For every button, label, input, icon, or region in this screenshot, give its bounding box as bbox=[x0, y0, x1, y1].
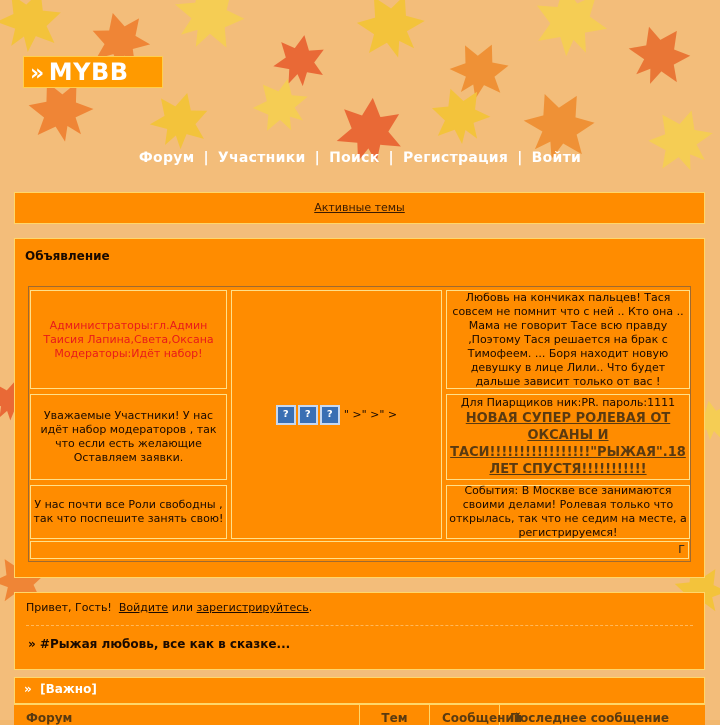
guest-welcome bbox=[26, 601, 312, 614]
column-topics: Тем bbox=[360, 705, 430, 725]
icons-cell bbox=[231, 290, 442, 539]
nav-register-link[interactable]: Регистрация bbox=[402, 150, 509, 166]
logo-text: MYBB bbox=[48, 58, 129, 86]
nav-separator: | bbox=[388, 150, 394, 166]
new-roleplay-link[interactable]: НОВАЯ СУПЕР РОЛЕВАЯ ОТ ОКСАНЫ И ТАСИ!!!!!!!!!!!!!!!!!"РЫЖАЯ".18 ЛЕТ СПУСТЯ!!!!!!!!!!! bbox=[450, 411, 686, 477]
guest-or: или bbox=[171, 601, 194, 614]
double-chevron-icon: » bbox=[30, 61, 45, 86]
announcement-bottom-strip bbox=[30, 541, 689, 559]
announcement-table bbox=[28, 286, 691, 562]
nav-separator: | bbox=[314, 150, 321, 166]
icons-suffix-text: " >" >" > bbox=[343, 407, 398, 421]
guest-dot: . bbox=[308, 601, 313, 614]
broken-image-icon[interactable]: ? bbox=[320, 405, 340, 425]
story-text: Любовь на кончиках пальцев! Тася совсем не помнит что с ней .. Кто она .. Мама не говорит Тасе всю правду ,Поэтому Тася решается на брак с Тимофеем. ... Боря находит новую девушку в лице Лили.. Что будет дальше зависит только от вас ! bbox=[452, 290, 684, 388]
nav-members-link[interactable]: Участники bbox=[217, 150, 306, 166]
recruit-text: Уважаемые Участники! У нас идёт набор модераторов , так что если есть желающие Оставляем заявки. bbox=[40, 409, 217, 464]
column-posts: Сообщений bbox=[430, 705, 500, 725]
nav-login-link[interactable]: Войти bbox=[531, 150, 582, 166]
nav-separator: | bbox=[203, 150, 209, 166]
pr-cell bbox=[446, 394, 690, 480]
nav-forum-link[interactable]: Форум bbox=[138, 150, 195, 166]
main-navigation bbox=[0, 150, 720, 166]
login-link[interactable]: Войдите bbox=[118, 601, 169, 614]
forum-columns-header bbox=[14, 704, 705, 725]
admins-text: Администраторы:гл.Админ Таисия Лапина,Света,Оксана Модераторы:Идёт набор! bbox=[43, 318, 214, 360]
roles-text: У нас почти все Роли свободны , так что поспешите занять свою! bbox=[33, 498, 224, 525]
guest-panel bbox=[14, 592, 705, 670]
category-header bbox=[14, 677, 705, 704]
active-topics-bar bbox=[14, 192, 705, 224]
roles-cell bbox=[30, 485, 227, 539]
announcement-panel bbox=[14, 238, 705, 578]
strip-char: Г bbox=[678, 543, 685, 556]
recruit-cell bbox=[30, 394, 227, 480]
chevron-right-icon: » bbox=[24, 682, 32, 696]
register-link[interactable]: зарегистрируйтесь bbox=[196, 601, 309, 614]
category-title[interactable]: [Важно] bbox=[40, 682, 97, 696]
nav-search-link[interactable]: Поиск bbox=[329, 150, 380, 166]
category-title-row bbox=[24, 682, 97, 696]
forum-title: » #Рыжая любовь, все как в сказке... bbox=[28, 637, 291, 651]
column-last-post: Последнее сообщение bbox=[510, 711, 669, 725]
pr-note-text: Для Пиарщиков ник:PR. пароль:1111 bbox=[460, 396, 676, 409]
mybb-logo[interactable] bbox=[23, 56, 163, 88]
admins-cell bbox=[30, 290, 227, 389]
broken-image-icon[interactable]: ? bbox=[276, 405, 296, 425]
announcement-title: Объявление bbox=[25, 249, 110, 263]
divider bbox=[26, 625, 693, 626]
story-cell bbox=[446, 290, 690, 389]
events-cell bbox=[446, 485, 690, 539]
nav-separator: | bbox=[517, 150, 523, 166]
events-text: События: В Москве все занимаются своими делами! Ролевая только что открылась, так что не седим на месте, а регистрируемся! bbox=[449, 484, 687, 539]
active-topics-link[interactable]: Активные темы bbox=[314, 201, 405, 214]
column-forum: Форум bbox=[14, 705, 360, 725]
broken-image-icon[interactable]: ? bbox=[298, 405, 318, 425]
guest-greeting: Привет, Гость! bbox=[26, 601, 112, 614]
